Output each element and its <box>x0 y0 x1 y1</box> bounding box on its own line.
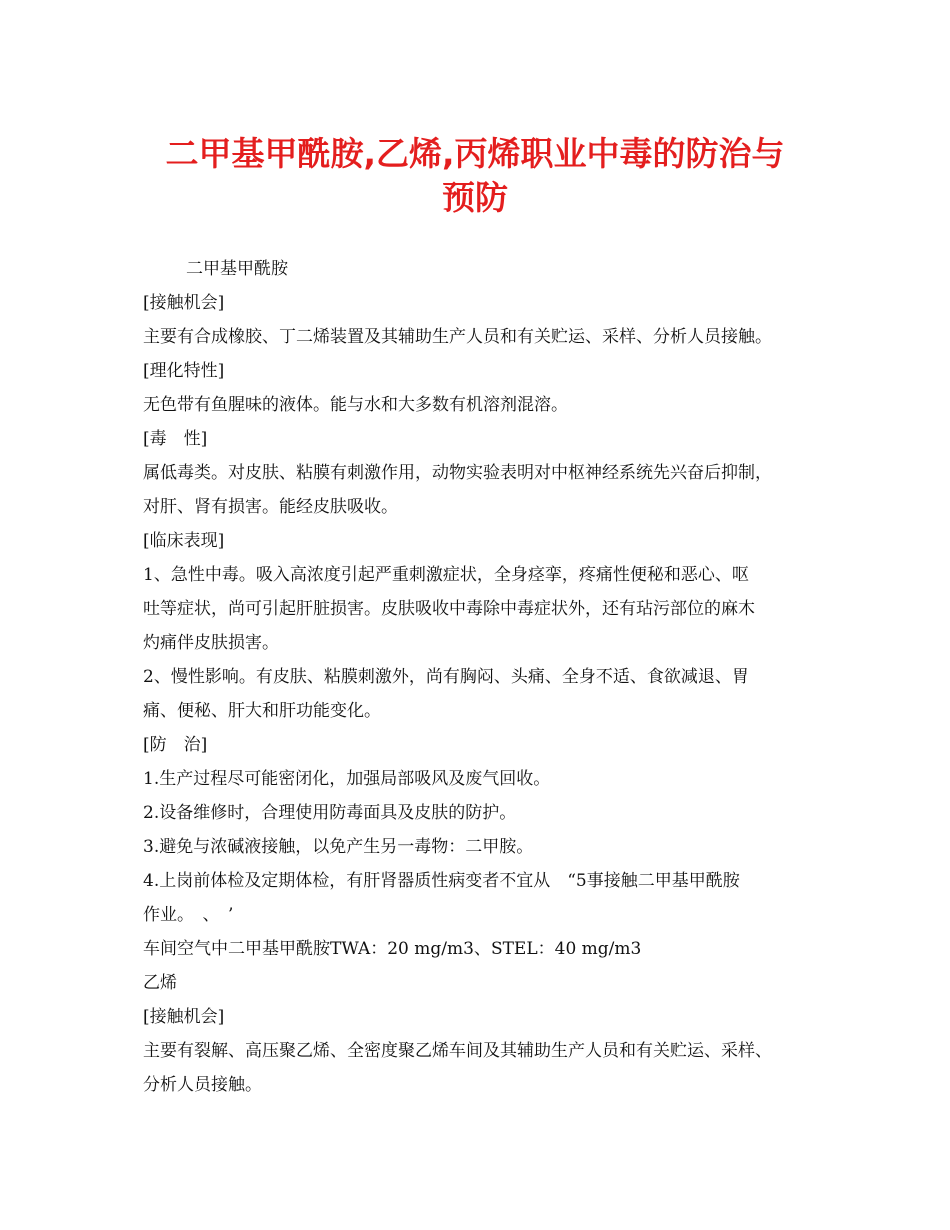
list-item: 2.设备维修时，合理使用防毒面具及皮肤的防护。 <box>143 803 517 823</box>
section-heading-dmf: 二甲基甲酰胺 <box>186 259 288 279</box>
subheading-exposure: [接触机会] <box>143 293 225 313</box>
paragraph-line: 吐等症状，尚可引起肝脏损害。皮肤吸收中毒除中毒症状外，还有玷污部位的麻木 <box>143 599 755 619</box>
paragraph-line: 1、急性中毒。吸入高浓度引起严重刺激症状，全身痉挛，疼痛性便秘和恶心、呕 <box>143 565 749 585</box>
paragraph-line: 2、慢性影响。有皮肤、粘膜刺激外，尚有胸闷、头痛、全身不适、食欲减退、胃 <box>143 667 749 687</box>
paragraph-line: 对肝、肾有损害。能经皮肤吸收。 <box>143 497 398 517</box>
subheading-toxicity: [毒 性] <box>143 429 208 449</box>
paragraph-line: 痛、便秘、肝大和肝功能变化。 <box>143 701 381 721</box>
paragraph-line: 主要有合成橡胶、丁二烯装置及其辅助生产人员和有关贮运、采样、分析人员接触。 <box>143 327 772 347</box>
paragraph-line: 作业。 、 ’ <box>143 905 234 925</box>
list-item: 4.上岗前体检及定期体检，有肝肾器质性病变者不宜从 “5事接触二甲基甲酰胺 <box>143 871 740 891</box>
paragraph-line: 灼痛伴皮肤损害。 <box>143 633 279 653</box>
paragraph-line: 分析人员接触。 <box>143 1075 262 1095</box>
section-heading-ethylene: 乙烯 <box>143 973 177 993</box>
subheading-exposure: [接触机会] <box>143 1007 225 1027</box>
document-title-line-2: 预防 <box>442 178 508 217</box>
list-item: 1.生产过程尽可能密闭化，加强局部吸风及废气回收。 <box>143 769 551 789</box>
subheading-properties: [理化特性] <box>143 361 225 381</box>
subheading-clinical: [临床表现] <box>143 531 225 551</box>
paragraph-line: 主要有裂解、高压聚乙烯、全密度聚乙烯车间及其辅助生产人员和有关贮运、采样、 <box>143 1041 772 1061</box>
paragraph-line: 车间空气中二甲基甲酰胺TWA：20 mg/m3、STEL：40 mg/m3 <box>143 939 642 959</box>
document-title-line-1: 二甲基甲酰胺,乙烯,丙烯职业中毒的防治与 <box>165 134 785 173</box>
paragraph-line: 无色带有鱼腥味的液体。能与水和大多数有机溶剂混溶。 <box>143 395 568 415</box>
subheading-prevention: [防 治] <box>143 735 208 755</box>
list-item: 3.避免与浓碱液接触，以免产生另一毒物：二甲胺。 <box>143 837 534 857</box>
paragraph-line: 属低毒类。对皮肤、粘膜有刺激作用，动物实验表明对中枢神经系统先兴奋后抑制， <box>143 463 772 483</box>
